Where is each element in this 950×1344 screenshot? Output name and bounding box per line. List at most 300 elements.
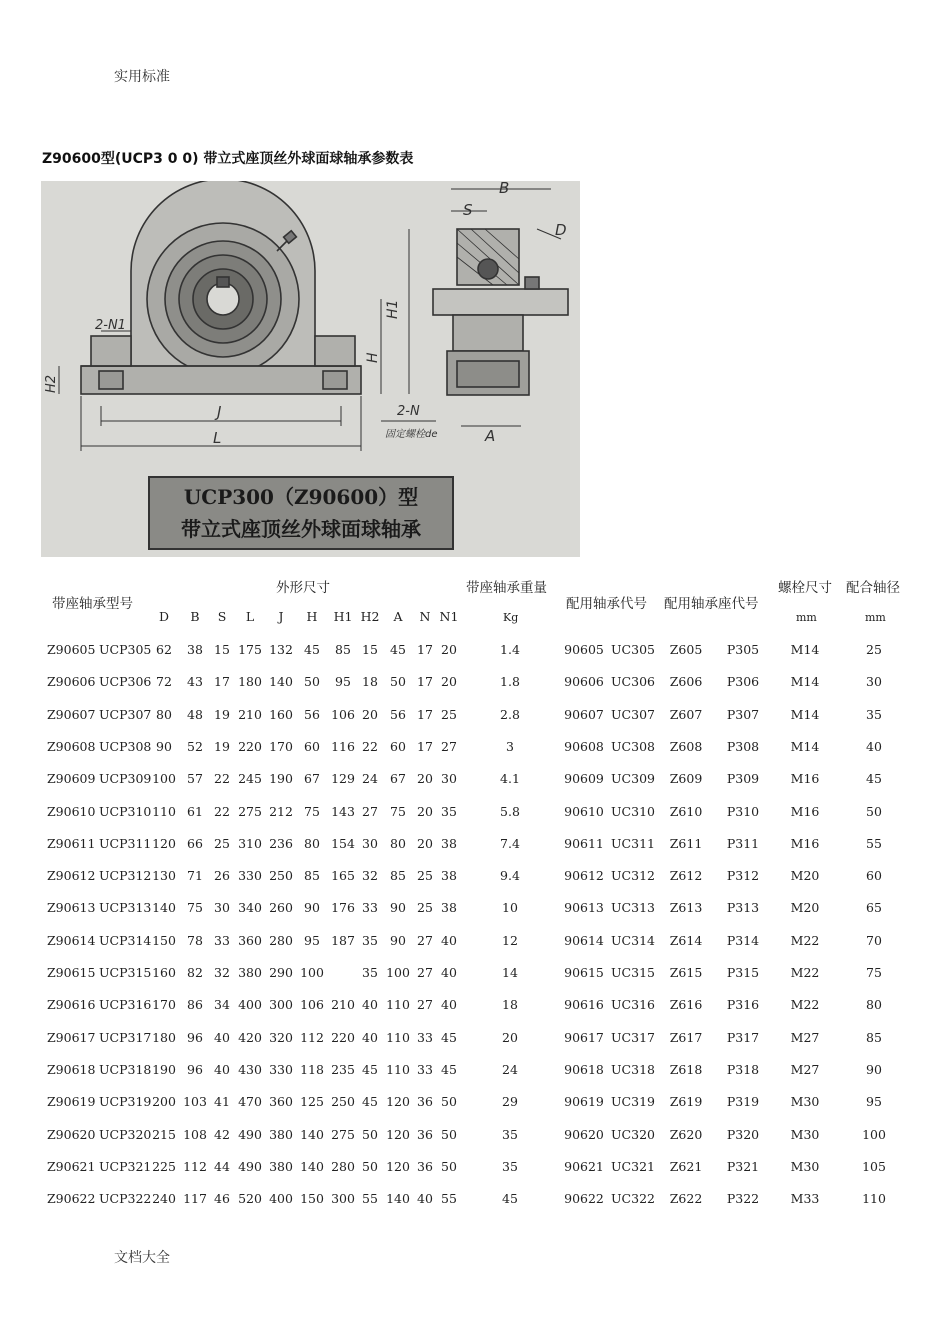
table-cell: 420 — [238, 1029, 262, 1045]
header-weight: 带座轴承重量 — [466, 580, 547, 596]
table-cell: 45 — [866, 771, 882, 787]
table-cell: 140 — [300, 1158, 324, 1174]
table-row — [0, 997, 950, 1017]
table-cell: 90 — [304, 900, 320, 916]
table-cell: 36 — [417, 1094, 433, 1110]
unit-shaft: mm — [865, 611, 886, 624]
table-cell: 380 — [238, 965, 262, 980]
table-cell: UCP316 — [99, 997, 152, 1013]
table-cell: 90 — [866, 1061, 882, 1077]
table-cell: Z609 — [669, 771, 703, 787]
header-model: 带座轴承型号 — [52, 596, 133, 612]
table-cell: 400 — [269, 1191, 293, 1207]
table-cell: 340 — [238, 900, 262, 916]
table-cell: 90611 — [564, 835, 604, 851]
table-cell: 160 — [269, 706, 293, 722]
table-cell: UC319 — [611, 1094, 655, 1110]
table-cell: 75 — [866, 965, 882, 980]
table-cell: P319 — [726, 1094, 760, 1110]
table-cell: 50 — [362, 1158, 378, 1174]
table-cell: 140 — [152, 900, 176, 916]
table-cell: 90608 — [564, 738, 604, 754]
table-cell: 27 — [417, 932, 433, 948]
table-cell: M22 — [790, 965, 820, 980]
table-cell: Z622 — [669, 1191, 703, 1207]
table-cell: Z605 — [669, 642, 703, 657]
label-b: B — [499, 181, 510, 197]
table-cell: UCP314 — [99, 932, 152, 948]
table-cell: 40 — [441, 932, 457, 948]
table-cell: 25 — [214, 835, 230, 851]
table-cell: 490 — [238, 1158, 262, 1174]
table-cell: UC305 — [611, 642, 655, 657]
table-cell: 100 — [386, 965, 410, 980]
dim-header-b: B — [190, 609, 200, 624]
table-cell: M16 — [790, 803, 820, 819]
header-dimensions: 外形尺寸 — [276, 580, 330, 596]
table-cell: UC317 — [611, 1029, 655, 1045]
table-cell: 78 — [187, 932, 203, 948]
table-cell: UC308 — [611, 738, 655, 754]
table-cell: 4.1 — [500, 771, 520, 787]
table-cell: P305 — [726, 642, 760, 657]
table-cell: 50 — [441, 1094, 457, 1110]
table-cell: P311 — [726, 835, 760, 851]
table-row — [0, 868, 950, 888]
table-cell: Z90607 — [47, 706, 96, 722]
table-cell: 85 — [304, 868, 320, 884]
table-row — [0, 1159, 950, 1179]
table-cell: 490 — [238, 1126, 262, 1142]
table-cell: 225 — [152, 1158, 176, 1174]
table-cell: 12 — [502, 932, 518, 948]
table-cell: 18 — [362, 674, 378, 690]
table-cell: 86 — [187, 997, 203, 1013]
table-cell: 110 — [386, 1061, 410, 1077]
table-cell: P313 — [726, 900, 760, 916]
table-cell: 52 — [187, 738, 203, 754]
table-cell: 30 — [866, 674, 882, 690]
table-cell: M27 — [790, 1061, 820, 1077]
table-cell: 17 — [417, 674, 433, 690]
table-cell: 65 — [866, 900, 882, 916]
table-cell: Z90617 — [47, 1029, 96, 1045]
table-cell: 85 — [335, 642, 351, 657]
table-cell: 250 — [331, 1094, 355, 1110]
dim-header-n: N — [419, 609, 431, 624]
table-cell: 45 — [502, 1191, 518, 1207]
table-cell: UC318 — [611, 1061, 655, 1077]
table-cell: 57 — [187, 771, 203, 787]
table-row — [0, 965, 950, 985]
dim-header-h1: H1 — [333, 609, 353, 624]
table-cell: 90620 — [564, 1126, 604, 1142]
table-cell: 236 — [269, 835, 293, 851]
table-cell: 90607 — [564, 706, 604, 722]
table-cell: 90613 — [564, 900, 604, 916]
table-cell: 106 — [300, 997, 324, 1013]
table-cell: 310 — [238, 835, 262, 851]
table-cell: 280 — [269, 932, 293, 948]
table-cell: 95 — [335, 674, 351, 690]
table-cell: M22 — [790, 997, 820, 1013]
table-row — [0, 900, 950, 920]
table-cell: UC309 — [611, 771, 655, 787]
table-cell: 150 — [300, 1191, 324, 1207]
table-cell: 300 — [269, 997, 293, 1013]
table-cell: 25 — [417, 868, 433, 884]
table-cell: M16 — [790, 835, 820, 851]
table-cell: 40 — [866, 738, 882, 754]
table-cell: UC310 — [611, 803, 655, 819]
table-cell: 330 — [269, 1061, 293, 1077]
table-cell: UCP317 — [99, 1029, 152, 1045]
table-cell: 300 — [331, 1191, 355, 1207]
dim-header-a: A — [393, 609, 403, 624]
table-cell: 90617 — [564, 1029, 604, 1045]
table-row — [0, 933, 950, 953]
table-cell: Z90612 — [47, 868, 96, 884]
label-h2: H2 — [44, 374, 59, 393]
table-cell: 40 — [362, 997, 378, 1013]
table-cell: 235 — [331, 1061, 355, 1077]
table-cell: 60 — [866, 868, 882, 884]
table-cell: 33 — [417, 1061, 433, 1077]
table-cell: 90 — [390, 932, 406, 948]
table-cell: 160 — [152, 965, 176, 980]
table-cell: 24 — [502, 1061, 518, 1077]
label-j: J — [217, 403, 222, 421]
table-cell: Z617 — [669, 1029, 703, 1045]
table-cell: 380 — [269, 1158, 293, 1174]
label-l: L — [213, 429, 222, 447]
table-cell: UC306 — [611, 674, 655, 690]
table-cell: 60 — [304, 738, 320, 754]
table-cell: 275 — [238, 803, 262, 819]
table-cell: 82 — [187, 965, 203, 980]
table-cell: 360 — [238, 932, 262, 948]
dim-header-s: S — [217, 609, 227, 624]
table-cell: 32 — [362, 868, 378, 884]
table-row — [0, 1062, 950, 1082]
label-h: H — [365, 352, 381, 363]
table-cell: 40 — [441, 965, 457, 980]
table-cell: UCP307 — [99, 706, 152, 722]
table-cell: Z90610 — [47, 803, 96, 819]
table-cell: Z616 — [669, 997, 703, 1013]
caption-line-1: UCP300（Z90600）型 — [183, 485, 419, 509]
table-cell: UC312 — [611, 868, 655, 884]
table-cell: 7.4 — [500, 835, 520, 851]
table-cell: 170 — [269, 738, 293, 754]
table-cell: P314 — [726, 932, 760, 948]
table-row — [0, 1094, 950, 1114]
table-cell: 44 — [214, 1158, 230, 1174]
caption-line-2: 带立式座顶丝外球面球轴承 — [181, 517, 421, 541]
table-cell: 20 — [502, 1029, 518, 1045]
table-cell: UC322 — [611, 1191, 655, 1207]
table-cell: 40 — [214, 1061, 230, 1077]
table-cell: 108 — [183, 1126, 207, 1142]
table-cell: 20 — [441, 674, 457, 690]
table-cell: 1.4 — [500, 642, 520, 657]
table-cell: P309 — [726, 771, 760, 787]
table-cell: P317 — [726, 1029, 760, 1045]
table-cell: Z607 — [669, 706, 703, 722]
page-header: 实用标准 — [114, 69, 170, 85]
table-row — [0, 804, 950, 824]
table-cell: 250 — [269, 868, 293, 884]
table-row — [0, 707, 950, 727]
table-cell: Z621 — [669, 1158, 703, 1174]
table-cell: 80 — [304, 835, 320, 851]
table-cell: UCP321 — [99, 1158, 152, 1174]
table-cell: P322 — [726, 1191, 760, 1207]
table-cell: P316 — [726, 997, 760, 1013]
table-cell: P312 — [726, 868, 760, 884]
table-cell: 90616 — [564, 997, 604, 1013]
table-cell: 260 — [269, 900, 293, 916]
table-cell: 40 — [214, 1029, 230, 1045]
table-cell: 90615 — [564, 965, 604, 980]
header-bolt: 螺栓尺寸 — [778, 580, 832, 596]
table-cell: 220 — [331, 1029, 355, 1045]
document-title: Z90600型(UCP3 0 0) 带立式座顶丝外球面球轴承参数表 — [42, 151, 414, 167]
table-cell: 29 — [502, 1094, 518, 1110]
table-cell: 15 — [362, 642, 378, 657]
table-cell: 90621 — [564, 1158, 604, 1174]
table-cell: M22 — [790, 932, 820, 948]
table-cell: 45 — [390, 642, 406, 657]
table-cell: UCP322 — [99, 1191, 152, 1207]
table-cell: 55 — [866, 835, 882, 851]
table-cell: UC311 — [611, 835, 655, 851]
table-cell: P320 — [726, 1126, 760, 1142]
table-cell: Z606 — [669, 674, 703, 690]
table-cell: 17 — [417, 706, 433, 722]
table-cell: Z614 — [669, 932, 703, 948]
table-cell: P307 — [726, 706, 760, 722]
header-bearing-code: 配用轴承代号 — [566, 596, 647, 612]
table-cell: 20 — [441, 642, 457, 657]
table-cell: 120 — [152, 835, 176, 851]
table-cell: 100 — [152, 771, 176, 787]
table-cell: Z90613 — [47, 900, 96, 916]
table-cell: 120 — [386, 1126, 410, 1142]
table-cell: 100 — [300, 965, 324, 980]
header-housing-code: 配用轴承座代号 — [664, 596, 759, 612]
table-row — [0, 739, 950, 759]
table-cell: 62 — [156, 642, 172, 657]
table-cell: 14 — [502, 965, 518, 980]
table-cell: UCP306 — [99, 674, 152, 690]
table-cell: 118 — [300, 1061, 324, 1077]
table-cell: 61 — [187, 803, 203, 819]
table-cell: 90618 — [564, 1061, 604, 1077]
table-cell: 150 — [152, 932, 176, 948]
table-cell: 275 — [331, 1126, 355, 1142]
table-cell: M30 — [790, 1126, 820, 1142]
table-cell: Z615 — [669, 965, 703, 980]
table-cell: 176 — [331, 900, 355, 916]
table-cell: UC314 — [611, 932, 655, 948]
table-cell: 17 — [214, 674, 230, 690]
table-cell: 45 — [362, 1061, 378, 1077]
table-cell: 90612 — [564, 868, 604, 884]
table-cell: 17 — [417, 738, 433, 754]
table-cell: 430 — [238, 1061, 262, 1077]
table-cell: 46 — [214, 1191, 230, 1207]
table-cell: 210 — [331, 997, 355, 1013]
table-cell: Z620 — [669, 1126, 703, 1142]
table-cell: Z90611 — [47, 835, 96, 851]
table-cell: 36 — [417, 1158, 433, 1174]
table-cell: 132 — [269, 642, 293, 657]
table-cell: 20 — [417, 835, 433, 851]
table-cell: 15 — [214, 642, 230, 657]
table-cell: 105 — [862, 1158, 886, 1174]
table-cell: M14 — [790, 738, 820, 754]
table-cell: M20 — [790, 868, 820, 884]
table-cell: 245 — [238, 771, 262, 787]
table-cell: UC315 — [611, 965, 655, 980]
table-cell: UCP318 — [99, 1061, 152, 1077]
table-cell: P310 — [726, 803, 760, 819]
table-cell: 2.8 — [500, 706, 520, 722]
table-cell: 45 — [441, 1061, 457, 1077]
dim-header-h: H — [306, 609, 318, 624]
table-cell: 38 — [441, 900, 457, 916]
label-n: 2-N — [397, 404, 420, 419]
table-cell: 190 — [152, 1061, 176, 1077]
table-cell: 90619 — [564, 1094, 604, 1110]
table-cell: 32 — [214, 965, 230, 980]
table-cell: UCP320 — [99, 1126, 152, 1142]
table-cell: 20 — [362, 706, 378, 722]
table-cell: 50 — [441, 1126, 457, 1142]
table-cell: 35 — [502, 1158, 518, 1174]
table-cell: 280 — [331, 1158, 355, 1174]
table-cell: 290 — [269, 965, 293, 980]
table-cell: 19 — [214, 738, 230, 754]
table-cell: 116 — [331, 738, 355, 754]
table-cell: P315 — [726, 965, 760, 980]
table-cell: 80 — [866, 997, 882, 1013]
table-cell: 34 — [214, 997, 230, 1013]
table-cell: 27 — [417, 997, 433, 1013]
table-cell: 40 — [441, 997, 457, 1013]
table-cell: 110 — [152, 803, 176, 819]
table-cell: 200 — [152, 1094, 176, 1110]
table-cell: 20 — [417, 803, 433, 819]
table-cell: 3 — [506, 738, 514, 754]
table-cell: Z608 — [669, 738, 703, 754]
table-cell: 38 — [441, 868, 457, 884]
label-d: D — [555, 221, 567, 239]
table-cell: 170 — [152, 997, 176, 1013]
table-cell: 360 — [269, 1094, 293, 1110]
table-cell: M33 — [790, 1191, 820, 1207]
table-cell: 75 — [390, 803, 406, 819]
table-cell: 33 — [362, 900, 378, 916]
table-cell: M30 — [790, 1158, 820, 1174]
table-cell: 42 — [214, 1126, 230, 1142]
table-cell: 103 — [183, 1094, 207, 1110]
dim-header-h2: H2 — [360, 609, 380, 624]
table-cell: 120 — [386, 1158, 410, 1174]
table-cell: 95 — [304, 932, 320, 948]
table-cell: 55 — [441, 1191, 457, 1207]
dim-header-j: J — [278, 609, 284, 624]
table-cell: 165 — [331, 868, 355, 884]
table-cell: Z90606 — [47, 674, 96, 690]
table-cell: 140 — [269, 674, 293, 690]
table-cell: 40 — [362, 1029, 378, 1045]
unit-bolt: mm — [796, 611, 817, 624]
table-cell: 35 — [362, 965, 378, 980]
table-cell: 130 — [152, 868, 176, 884]
table-row — [0, 1127, 950, 1147]
label-n1: 2-N1 — [95, 318, 126, 333]
table-cell: 95 — [866, 1094, 882, 1110]
dim-header-n1: N1 — [439, 609, 459, 624]
table-cell: Z90614 — [47, 932, 96, 948]
table-cell: 100 — [862, 1126, 886, 1142]
table-cell: 330 — [238, 868, 262, 884]
table-cell: 96 — [187, 1061, 203, 1077]
table-cell: 9.4 — [500, 868, 520, 884]
table-cell: 22 — [214, 803, 230, 819]
table-cell: 35 — [362, 932, 378, 948]
table-cell: 112 — [300, 1029, 324, 1045]
label-s: S — [463, 201, 473, 219]
table-cell: 67 — [390, 771, 406, 787]
table-cell: 60 — [390, 738, 406, 754]
table-cell: UCP311 — [99, 835, 152, 851]
label-h1: H1 — [385, 299, 401, 319]
table-cell: UC313 — [611, 900, 655, 916]
table-cell: M27 — [790, 1029, 820, 1045]
table-cell: 90 — [156, 738, 172, 754]
table-cell: 90605 — [564, 642, 604, 657]
table-cell: P306 — [726, 674, 760, 690]
table-cell: 140 — [300, 1126, 324, 1142]
dim-header-l: L — [245, 609, 255, 624]
table-cell: 90 — [390, 900, 406, 916]
table-cell: 30 — [214, 900, 230, 916]
table-cell: UCP313 — [99, 900, 152, 916]
table-cell: P321 — [726, 1158, 760, 1174]
table-cell: 129 — [331, 771, 355, 787]
table-cell: 25 — [441, 706, 457, 722]
table-cell: 120 — [386, 1094, 410, 1110]
table-cell: UCP308 — [99, 738, 152, 754]
page-footer: 文档大全 — [114, 1250, 170, 1266]
table-cell: 35 — [866, 706, 882, 722]
dim-header-d: D — [158, 609, 170, 624]
table-cell: M30 — [790, 1094, 820, 1110]
table-cell: 125 — [300, 1094, 324, 1110]
table-cell: 50 — [441, 1158, 457, 1174]
table-cell: 90622 — [564, 1191, 604, 1207]
table-cell: Z611 — [669, 835, 703, 851]
table-cell: Z90618 — [47, 1061, 96, 1077]
table-cell: UCP309 — [99, 771, 152, 787]
table-cell: 38 — [187, 642, 203, 657]
table-cell: UC321 — [611, 1158, 655, 1174]
table-cell: UCP312 — [99, 868, 152, 884]
table-cell: 35 — [441, 803, 457, 819]
